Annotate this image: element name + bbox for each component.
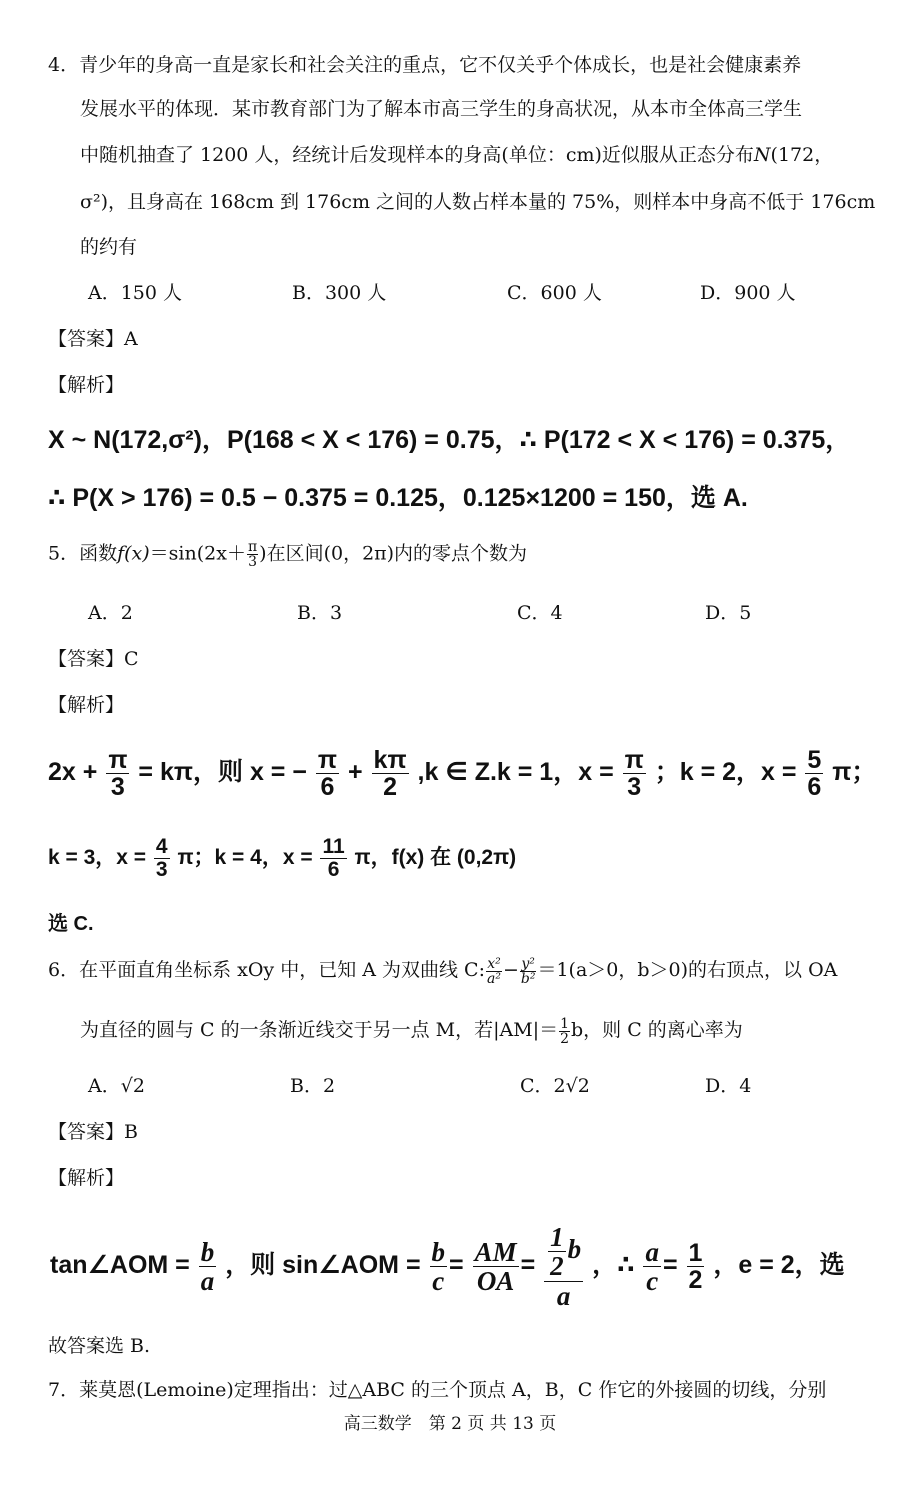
q5-s1-frac-num: π — [108, 745, 128, 774]
q5-pi-over-3 — [247, 540, 258, 569]
q6-s1-inner-one: 1 — [550, 1221, 564, 1252]
q4-solution-line-2: ∴ P(X > 176) = 0.5 − 0.375 = 0.125，0.125×1200 = 150，选 A. — [48, 484, 748, 512]
q4-line-3 — [80, 142, 833, 168]
q6-s1-a: a — [200, 1265, 215, 1296]
q6-option-a: A．√2 — [88, 1075, 145, 1097]
q5-s1-frac-den: 3 — [110, 772, 125, 801]
q5-solution-line-2 — [48, 830, 516, 886]
q5-frac-num: π — [247, 539, 258, 555]
q4-line-5: 的约有 — [80, 236, 138, 258]
q4-line-4: σ²)，且身高在 168cm 到 176cm 之间的人数占样本量的 75%，则样本中身高不低于 176cm — [80, 191, 876, 213]
q6-x2: x² — [487, 955, 501, 972]
q5-s1-frac3-den: 2 — [383, 772, 398, 801]
q7-line-1: 7．莱莫恩(Lemoine)定理指出：过△ABC 的三个顶点 A，B，C 作它的外接圆的切线，分别 — [48, 1379, 827, 1401]
q6-minus: − — [502, 959, 519, 981]
q4-analysis-label: 【解析】 — [48, 374, 125, 396]
q5-solution-line-3: 选 C. — [48, 913, 94, 935]
q6-answer: 【答案】B — [48, 1121, 138, 1143]
q6-s1-frac-am-oa — [473, 1238, 519, 1296]
q4-line-2: 发展水平的体现．某市教育部门为了解本市高三学生的身高状况，从本市全体高三学生 — [80, 98, 803, 120]
q5-s1-frac2-den: 6 — [320, 772, 335, 801]
q6-s1-part-a: tan∠AOM = — [50, 1251, 190, 1279]
q5-option-c: C．4 — [517, 602, 563, 624]
q5-s1-part-b: = kπ，则 x = − — [138, 758, 307, 786]
q6-s1-am: AM — [474, 1236, 517, 1267]
q6-s1-inner-two: 2 — [550, 1251, 564, 1282]
q5-s1-frac-pi-3 — [106, 747, 129, 801]
q5-s1-part-f: π； — [832, 758, 877, 786]
q4-answer: 【答案】A — [48, 328, 138, 350]
q5-s1-frac-kpi-2 — [372, 747, 409, 801]
q6-s1-a2: a — [556, 1280, 571, 1311]
q6-analysis-label: 【解析】 — [48, 1167, 125, 1189]
q6-s1-c: c — [432, 1265, 445, 1296]
q5-s1-part-e: ；k = 2，x = — [654, 758, 797, 786]
q6-l1-suffix: ＝1(a＞0，b＞0)的右顶点，以 OA — [537, 959, 838, 981]
q5-s2-frac-num: 4 — [155, 834, 168, 858]
q5-frac-den: 3 — [248, 554, 258, 570]
q6-s1-part-b: ，则 sin∠AOM = — [225, 1251, 421, 1279]
q6-s1-a3: a — [645, 1236, 659, 1267]
q4-solution-line-1: X ~ N(172,σ²)，P(168 < X < 176) = 0.75，∴ P(172 < X < 176) = 0.375， — [48, 426, 851, 454]
q6-s1-c2: c — [646, 1265, 659, 1296]
q5-answer: 【答案】C — [48, 648, 139, 670]
q5-s1-frac5-den: 6 — [807, 772, 822, 801]
q5-stem-sin: ＝sin(2x＋ — [149, 542, 246, 565]
q4-option-b: B．300 人 — [292, 282, 387, 304]
q5-s2-frac2-den: 6 — [327, 857, 340, 881]
q6-s1-inner-half — [548, 1223, 566, 1281]
page-footer: 高三数学 第 2 页 共 13 页 — [343, 1414, 557, 1434]
q6-s1-inner-b: b — [567, 1233, 582, 1264]
q6-line-1 — [48, 950, 837, 990]
q5-s1-frac3-num: kπ — [373, 745, 407, 774]
q5-s1-frac2-num: π — [317, 745, 338, 774]
q5-s2-frac-4-3 — [154, 836, 170, 881]
q6-s1-two: 2 — [688, 1265, 703, 1294]
q5-s1-frac4-den: 3 — [627, 772, 642, 801]
q6-s1-frac-b-c — [430, 1238, 448, 1296]
q6-b2: b² — [520, 970, 536, 987]
q6-frac-y2-b2 — [520, 957, 537, 986]
q6-option-d: D．4 — [705, 1075, 752, 1097]
q6-s1-part-c: ，∴ — [592, 1251, 635, 1279]
q5-s2-frac2-num: 11 — [322, 834, 345, 858]
q5-s2-frac-den: 3 — [155, 857, 168, 881]
q4-normal-symbol: N — [753, 144, 771, 166]
q5-s1-part-c: + — [347, 758, 363, 786]
q5-s1-part-a: 2x + — [48, 758, 98, 786]
q4-option-d: D．900 人 — [700, 282, 796, 304]
q5-s1-frac-5-6 — [805, 747, 823, 801]
q5-stem — [48, 540, 527, 569]
q5-s2-part-c: π，f(x) 在 (0,2π) — [354, 846, 517, 869]
q6-option-b: B．2 — [290, 1075, 336, 1097]
q6-frac-x2-a2 — [486, 957, 502, 986]
q5-stem-prefix: 5．函数 — [48, 542, 118, 565]
q6-l2-prefix: 为直径的圆与 C 的一条渐近线交于另一点 M，若|AM|＝ — [80, 1019, 559, 1041]
q5-analysis-label: 【解析】 — [48, 694, 125, 716]
q6-s1-b2: b — [431, 1236, 446, 1267]
q6-option-c: C．2√2 — [520, 1075, 590, 1097]
q5-option-d: D．5 — [705, 602, 752, 624]
q6-y2: y² — [521, 955, 535, 972]
q6-s1-one: 1 — [688, 1238, 703, 1267]
q5-s2-part-b: π；k = 4，x = — [177, 846, 313, 869]
q6-s1-frac-a-c — [643, 1238, 661, 1296]
q6-l1-prefix: 6．在平面直角坐标系 xOy 中，已知 A 为双曲线 C: — [48, 959, 485, 981]
q4-option-a: A．150 人 — [88, 282, 183, 304]
q6-line-2 — [80, 1010, 743, 1050]
q6-s1-b: b — [200, 1236, 215, 1267]
q6-solution-line-1: tan∠AOM = $\frac{b}{a}$ ，则 sin∠AOM = $\frac{b}{c}$ = $\frac{AM}{OA}$ = $\frac{1}{2}$ b a ，∴ $\frac{a}{c}$ = $\frac{1}{2}$ ，e = 2，选 — [50, 1221, 845, 1311]
q5-stem-suffix: )在区间(0，2π)内的零点个数为 — [259, 542, 528, 565]
q6-frac-half — [559, 1017, 570, 1046]
q5-option-a: A．2 — [88, 602, 133, 624]
q5-s1-frac-pi-6 — [316, 747, 339, 801]
q6-s1-part-d: ，e = 2，选 — [713, 1251, 845, 1279]
q6-s1-halfb — [544, 1223, 583, 1282]
q5-s1-part-d: ,k ∈ Z.k = 1，x = — [417, 758, 614, 786]
q6-s1-frac-1-2 — [687, 1240, 705, 1294]
q5-s1-frac-pi-3b — [623, 747, 646, 801]
q6-a2: a² — [486, 970, 501, 987]
q6-s1-oa: OA — [476, 1265, 515, 1296]
q5-s2-frac-11-6 — [320, 836, 346, 881]
q5-s1-frac4-num: π — [624, 745, 644, 774]
q6-s1-frac-b-a — [199, 1238, 217, 1296]
q6-solution-line-2: 故答案选 B. — [48, 1335, 151, 1357]
q6-half-num: 1 — [560, 1015, 570, 1032]
q6-l2-suffix: b，则 C 的离心率为 — [571, 1019, 743, 1041]
q5-s2-part-a: k = 3，x = — [48, 846, 147, 869]
q4-line-3-text: 中随机抽查了 1200 人，经统计后发现样本的身高(单位：cm)近似服从正态分布 — [80, 144, 754, 166]
q5-function-name: f(x) — [117, 542, 150, 565]
q5-s1-frac5-num: 5 — [807, 745, 822, 774]
q5-solution-line-1 — [48, 742, 876, 802]
q4-option-c: C．600 人 — [507, 282, 602, 304]
q4-line-3-end: (172， — [770, 144, 834, 166]
q5-option-b: B．3 — [297, 602, 343, 624]
q4-line-1: 4．青少年的身高一直是家长和社会关注的重点，它不仅关乎个体成长，也是社会健康素养 — [48, 54, 802, 76]
q6-s1-frac-halfb-a — [544, 1223, 583, 1310]
q6-half-den: 2 — [560, 1030, 570, 1047]
